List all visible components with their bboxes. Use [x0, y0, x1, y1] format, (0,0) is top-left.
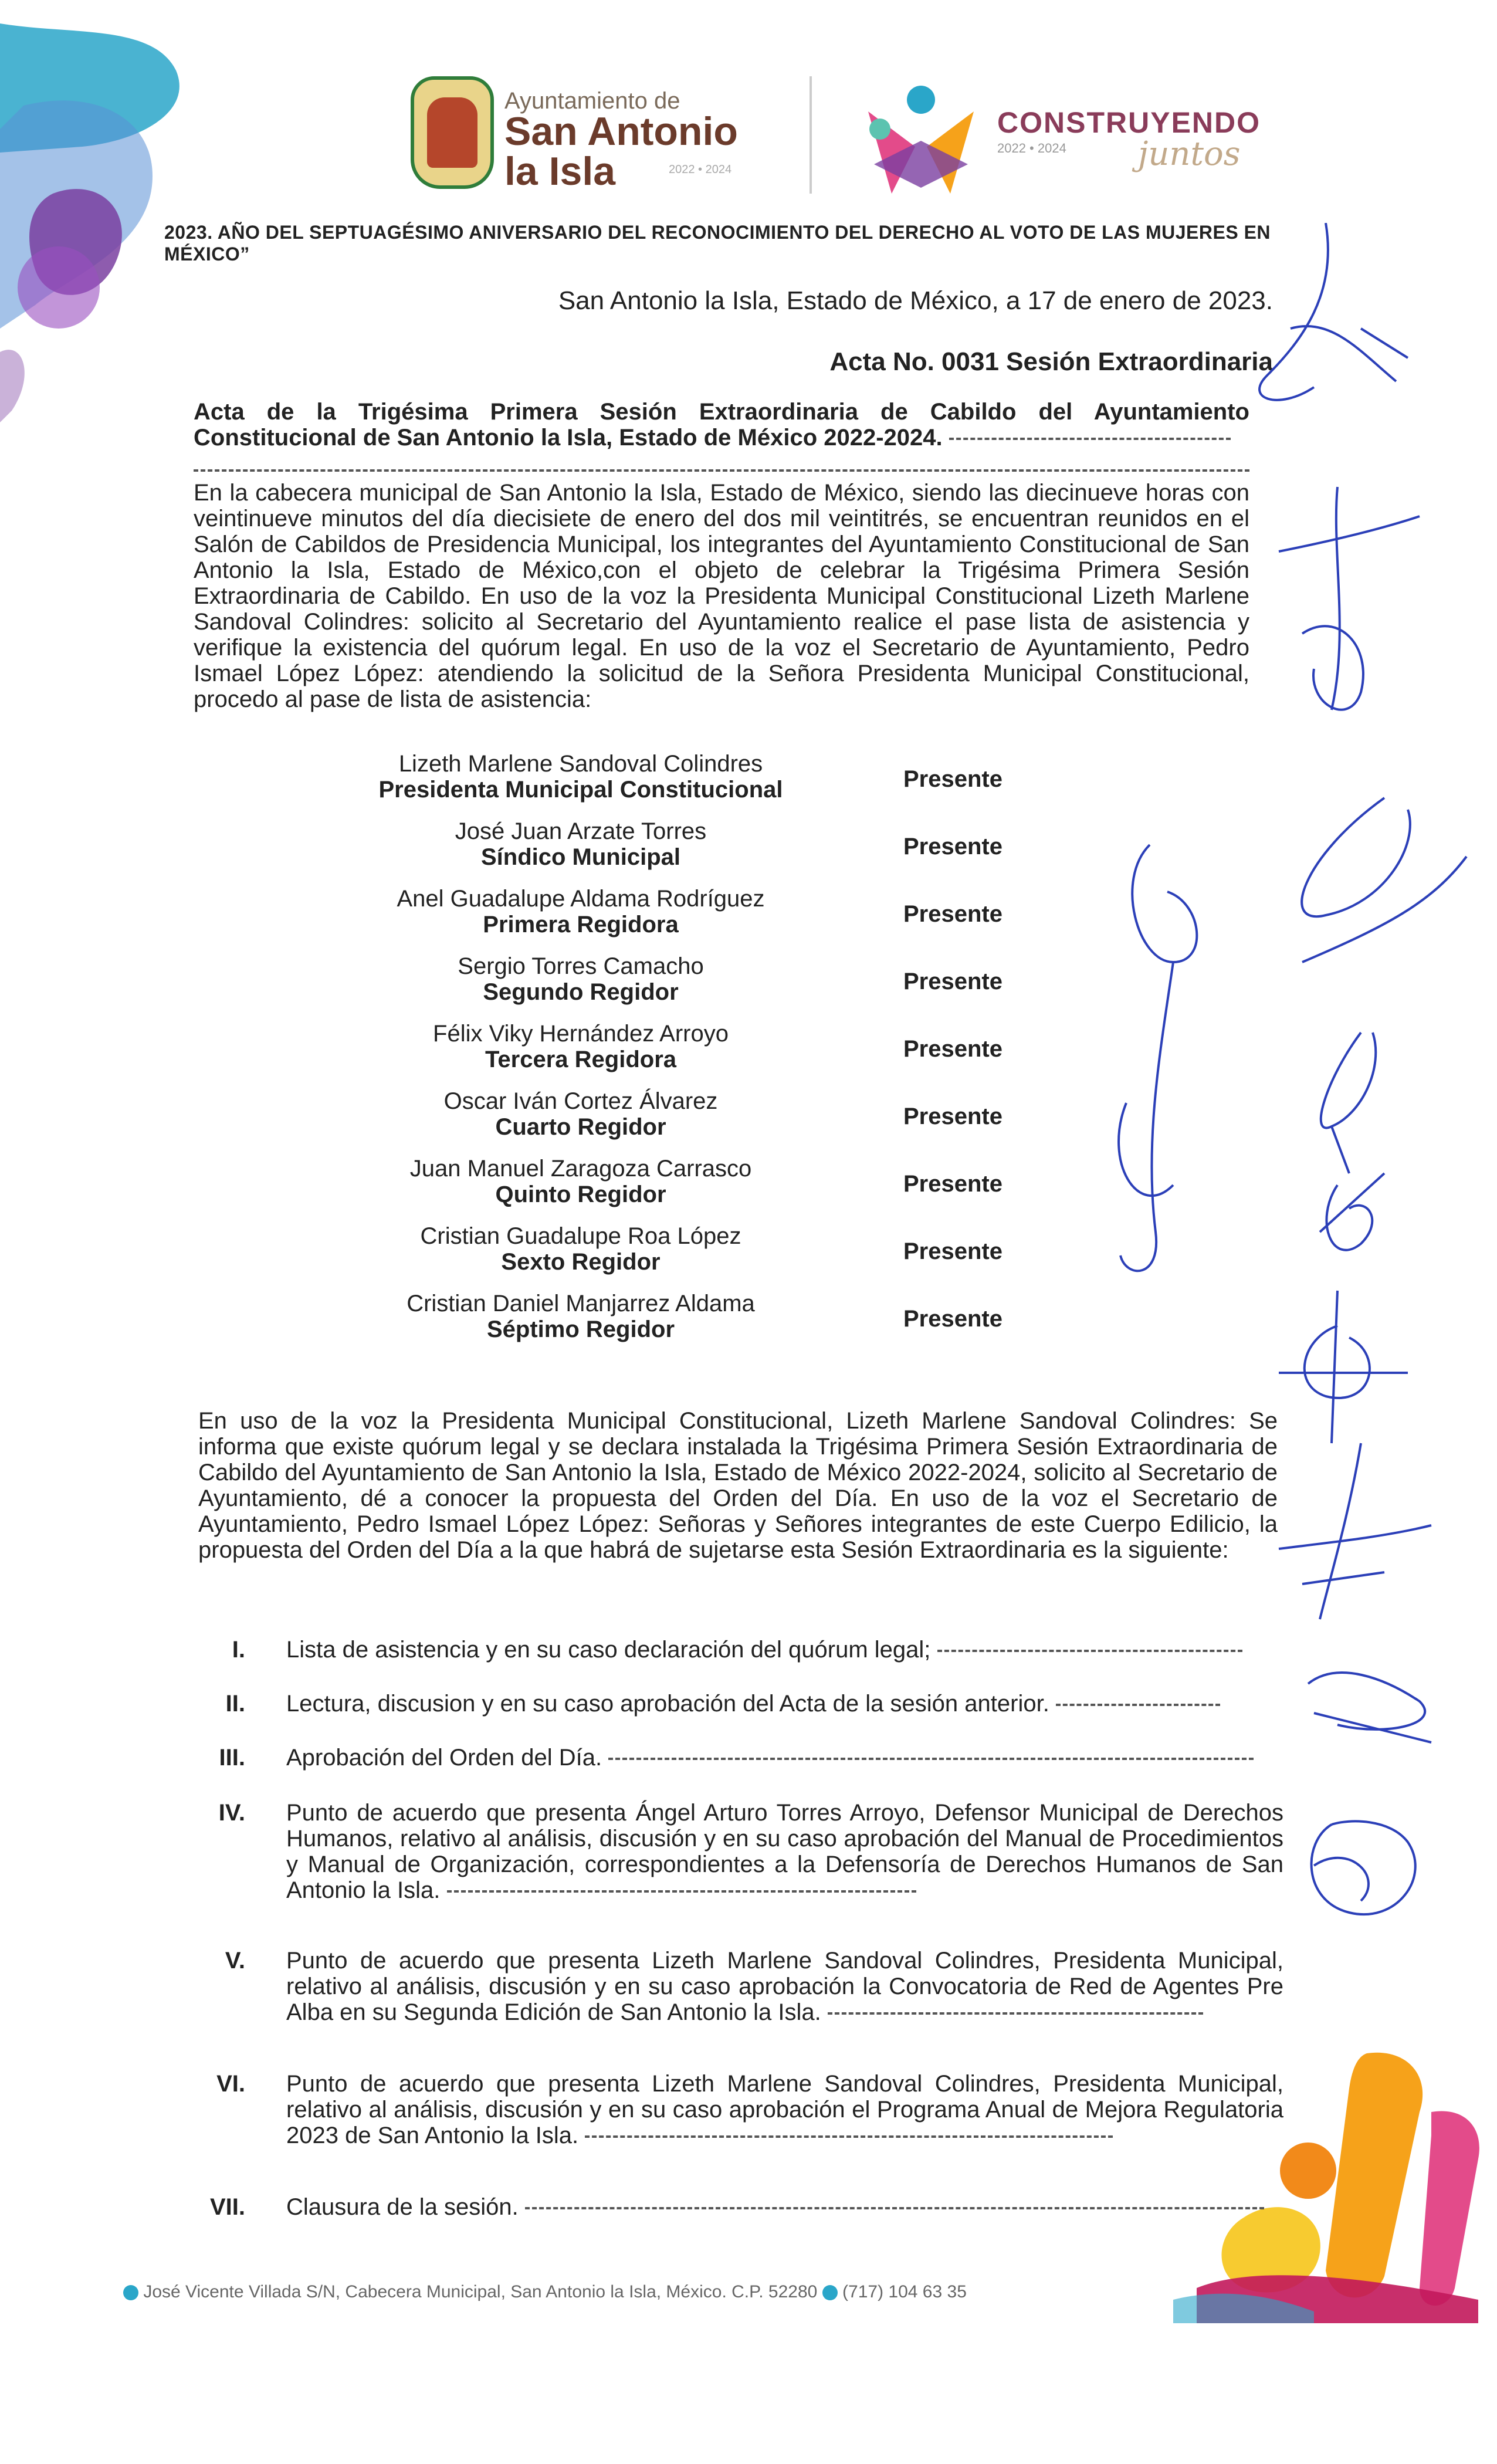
- agenda-item-number: VII.: [209, 2194, 245, 2220]
- attendance-status: Presente: [903, 901, 1002, 927]
- phone-icon: [822, 2285, 838, 2300]
- attendance-row: [352, 1021, 1056, 1088]
- member-role: Segundo Regidor: [483, 979, 679, 1005]
- member-name: Anel Guadalupe Aldama Rodríguez: [397, 886, 765, 912]
- logo-text-line1: Ayuntamiento de: [504, 88, 680, 114]
- attendance-status: Presente: [903, 1036, 1002, 1062]
- agenda-item-text: Lectura, discusion y en su caso aprobación del Acta de la sesión anterior.: [286, 1691, 1283, 1717]
- place-and-date: San Antonio la Isla, Estado de México, a 17 de enero de 2023.: [558, 286, 1273, 315]
- attendance-status: Presente: [903, 834, 1002, 859]
- agenda-item-number: V.: [225, 1948, 245, 1974]
- location-icon: [123, 2285, 138, 2300]
- attendance-row: [352, 1291, 1056, 1358]
- letterhead: [411, 65, 1291, 217]
- attendance-row: [352, 1156, 1056, 1223]
- acta-number: Acta No. 0031 Sesión Extraordinaria: [829, 347, 1273, 376]
- official-motto: 2023. AÑO DEL SEPTUAGÉSIMO ANIVERSARIO DEL RECONOCIMIENTO DEL DERECHO AL VOTO DE LAS MUJERES EN MÉXICO”: [164, 222, 1271, 265]
- agenda-item-text: Punto de acuerdo que presenta Lizeth Marlene Sandoval Colindres, Presidenta Municipal, relativo al análisis, discusión y en su caso aprobación la Convocatoria de Red de Agentes Pre Alba en su Segunda Edición de San Antonio la Isla.: [286, 1948, 1283, 2025]
- agenda-item-number: I.: [232, 1637, 245, 1663]
- member-role: Síndico Municipal: [480, 844, 681, 870]
- brand-title: CONSTRUYENDO: [997, 106, 1261, 139]
- member-role: Séptimo Regidor: [486, 1316, 675, 1342]
- member-name: Sergio Torres Camacho: [458, 953, 704, 979]
- agenda-item-text: Lista de asistencia y en su caso declaración del quórum legal;: [286, 1637, 1283, 1663]
- attendance-list: [352, 751, 1056, 1358]
- member-role: Cuarto Regidor: [495, 1114, 666, 1140]
- member-name: Félix Viky Hernández Arroyo: [433, 1021, 729, 1047]
- footer-address: José Vicente Villada S/N, Cabecera Municipal, San Antonio la Isla, México. C.P. 52280: [143, 2282, 818, 2301]
- construyendo-brand-icon: [856, 76, 985, 205]
- agenda-item-text: Clausura de la sesión.: [286, 2194, 1283, 2220]
- attendance-row: [352, 1223, 1056, 1291]
- attendance-row: [352, 953, 1056, 1021]
- member-name: Lizeth Marlene Sandoval Colindres: [398, 751, 763, 777]
- logo-years: 2022 • 2024: [669, 163, 732, 176]
- opening-paragraph: En la cabecera municipal de San Antonio la Isla, Estado de México, siendo las diecinueve horas con veintinueve minutos del día diecisiete de enero del dos mil veintitrés, se encuentran reunidos en el Salón de Cabildos de Presidencia Municipal, los integrantes del Ayuntamiento Constitucional de San Antonio la Isla, Estado de México,con el objeto de celebrar la Trigésima Primera Sesión Extraordinaria de Cabildo. En uso de la voz la Presidenta Municipal Constitucional Lizeth Marlene Sandoval Colindres: solicito al Secretario del Ayuntamiento realice el pase lista de asistencia y verifique la existencia del quórum legal. En uso de la voz el Secretario de Ayuntamiento, Pedro Ismael López López: atendiendo la solicitud de la Señora Presidenta Municipal Constitucional, procedo al pase de lista de asistencia:: [194, 480, 1249, 712]
- agenda-item-number: III.: [219, 1745, 245, 1771]
- member-role: Sexto Regidor: [501, 1249, 661, 1275]
- attendance-row: [352, 886, 1056, 953]
- attendance-status: Presente: [903, 1104, 1002, 1129]
- attendance-row: [352, 1088, 1056, 1156]
- member-name: Juan Manuel Zaragoza Carrasco: [409, 1156, 752, 1182]
- header-divider: [810, 76, 812, 194]
- attendance-status: Presente: [903, 1171, 1002, 1197]
- municipal-seal-logo: [411, 76, 494, 189]
- attendance-status: Presente: [903, 1238, 1002, 1264]
- member-name: José Juan Arzate Torres: [455, 818, 707, 844]
- footer: [123, 2282, 1120, 2302]
- member-role: Tercera Regidora: [485, 1047, 677, 1072]
- agenda-item-text: Aprobación del Orden del Día.: [286, 1745, 1283, 1771]
- member-name: Oscar Iván Cortez Álvarez: [443, 1088, 718, 1114]
- agenda-item-text: Punto de acuerdo que presenta Lizeth Marlene Sandoval Colindres, Presidenta Municipal, relativo al análisis, discusión y en su caso aprobación el Programa Anual de Mejora Regulatoria 2023 de San Antonio la Isla.: [286, 2071, 1283, 2148]
- member-role: Quinto Regidor: [495, 1182, 666, 1207]
- attendance-status: Presente: [903, 766, 1002, 792]
- logo-text-line2: San Antonio la Isla: [504, 109, 738, 194]
- agenda-item-number: II.: [225, 1691, 245, 1717]
- attendance-row: [352, 751, 1056, 818]
- quorum-paragraph: En uso de la voz la Presidenta Municipal Constitucional, Lizeth Marlene Sandoval Colindres: Se informa que existe quórum legal y se declara instalada la Trigésima Primera Sesión Extraordinaria de Cabildo del Ayuntamiento de San Antonio la Isla, Estado de México 2022-2024, solicito al Secretario de Ayuntamiento, dé a conocer la propuesta del Orden del Día. En uso de la voz el Secretario de Ayuntamiento, Pedro Ismael López López: Señoras y Señores integrantes de este Cuerpo Edilicio, la propuesta del Orden del Día a la que habrá de sujetarse esta Sesión Extraordinaria es la siguiente:: [198, 1408, 1278, 1563]
- brand-script: juntos: [1138, 135, 1241, 173]
- attendance-status: Presente: [903, 1306, 1002, 1332]
- handwritten-signatures: [1056, 223, 1497, 2100]
- member-role: Presidenta Municipal Constitucional: [378, 777, 783, 803]
- brand-years: 2022 • 2024: [997, 141, 1066, 155]
- agenda-item-number: VI.: [216, 2071, 245, 2097]
- member-role: Primera Regidora: [483, 912, 679, 937]
- attendance-status: Presente: [903, 969, 1002, 994]
- agenda-item-number: IV.: [218, 1800, 245, 1826]
- attendance-row: [352, 818, 1056, 886]
- footer-phone: (717) 104 63 35: [842, 2282, 967, 2301]
- member-name: Cristian Daniel Manjarrez Aldama: [407, 1291, 755, 1316]
- acta-heading: Acta de la Trigésima Primera Sesión Extraordinaria de Cabildo del Ayuntamiento Constitucional de San Antonio la Isla, Estado de México 2022-2024.: [194, 399, 1249, 451]
- agenda-item-text: Punto de acuerdo que presenta Ángel Arturo Torres Arroyo, Defensor Municipal de Derechos Humanos, relativo al análisis, discusión y en su caso aprobación del Manual de Procedimientos y Manual de Organización, correspondientes a la Defensoría de Derechos Humanos de San Antonio la Isla.: [286, 1800, 1283, 1903]
- member-name: Cristian Guadalupe Roa López: [420, 1223, 741, 1249]
